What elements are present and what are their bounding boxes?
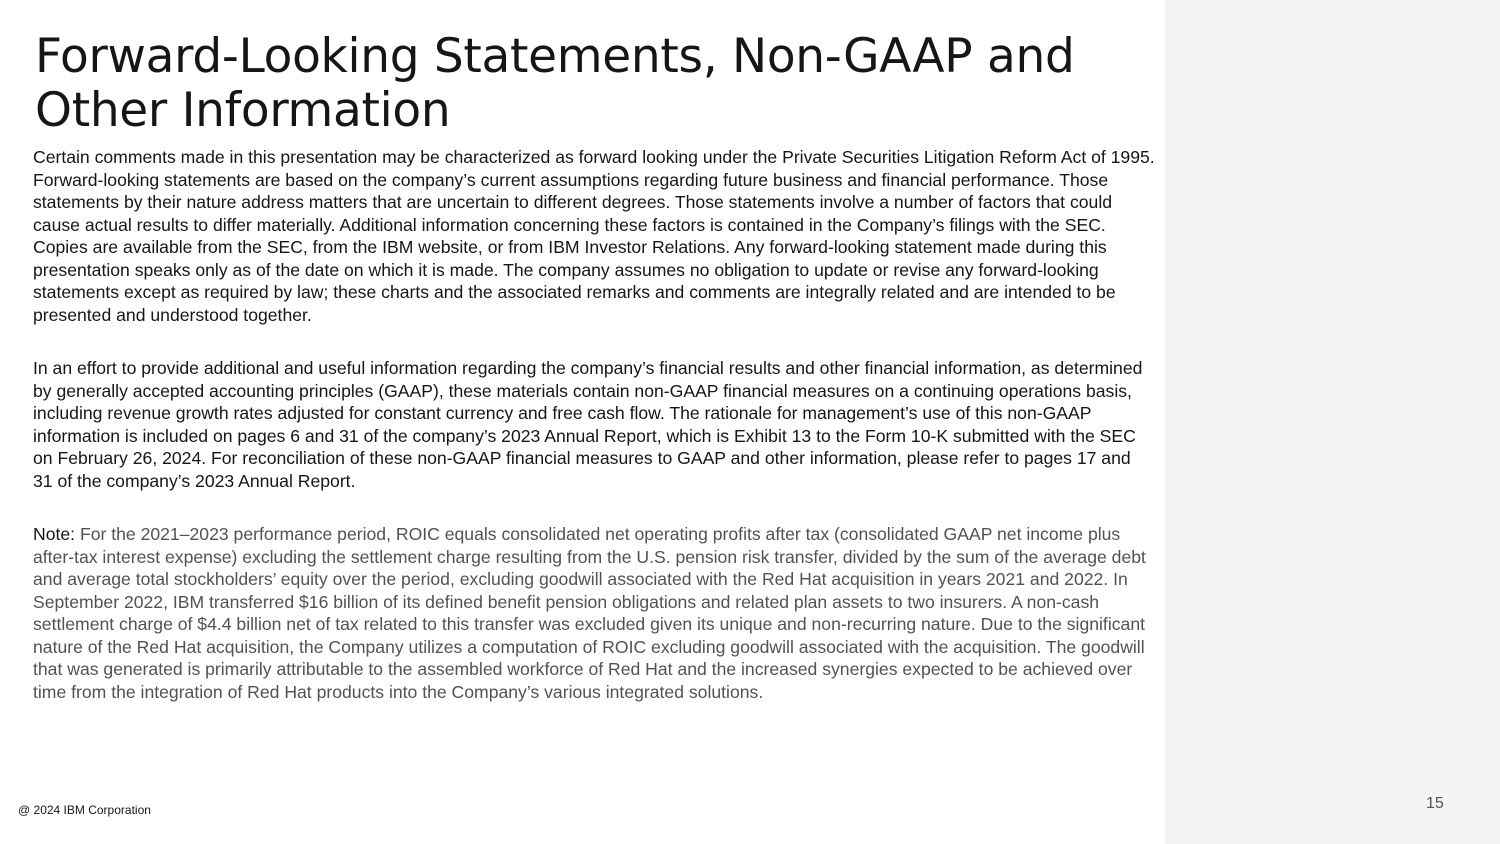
non-gaap-paragraph: In an effort to provide additional and useful information regarding the company’s financial results and other financial information, as determined by generally accepted accounting principles (GAAP), these materials contain non-GAAP financial measures on a continuing operations basis, including revenue growth rates adjusted for constant currency and free cash flow. The rationale for management’s use of this non-GAAP information is included on pages 6 and 31 of the company’s 2023 Annual Report, which is Exhibit 13 to the Form 10-K submitted with the SEC on February 26, 2024. For reconciliation of these non-GAAP financial measures to GAAP and other information, please refer to pages 17 and 31 of the company’s 2023 Annual Report. xyxy=(33,358,1143,491)
title-line-2: Other Information xyxy=(35,83,451,138)
forward-looking-paragraph: Certain comments made in this presentation may be characterized as forward looking under the Private Securities Litigation Reform Act of 1995. Forward-looking statements are based on the company’s current assumptions regarding future business and financial performance. Those statements by their nature address matters that are uncertain to different degrees. Those statements involve a number of factors that could cause actual results to differ materially. Additional information concerning these factors is contained in the Company’s filings with the SEC. Copies are available from the SEC, from the IBM website, or from IBM Investor Relations. Any forward-looking statement made during this presentation speaks only as of the date on which it is made. The company assumes no obligation to update or revise any forward-looking statements except as required by law; these charts and the associated remarks and comments are integrally related and are intended to be presented and understood together. xyxy=(33,147,1155,325)
note-text: For the 2021–2023 performance period, ROIC equals consolidated net operating profits after tax (consolidated GAAP net income plus after-tax interest expense) excluding the settlement charge resulting from the U.S. pension risk transfer, divided by the sum of the average debt and average total stockholders’ equity over the period, excluding goodwill associated with the Red Hat acquisition in years 2021 and 2022. In September 2022, IBM transferred $16 billion of its defined benefit pension obligations and related plan assets to two insurers. A non-cash settlement charge of $4.4 billion net of tax related to this transfer was excluded given its unique and non-recurring nature. Due to the significant nature of the Red Hat acquisition, the Company utilizes a computation of ROIC excluding goodwill associated with the acquisition. The goodwill that was generated is primarily attributable to the assembled workforce of Red Hat and the increased synergies expected to be achieved over time from the integration of Red Hat products into the Company’s various integrated solutions. xyxy=(33,524,1146,702)
note-label: Note: xyxy=(33,524,76,544)
right-side-panel xyxy=(1165,0,1500,844)
page-title xyxy=(35,30,1145,138)
page-number: 15 xyxy=(1426,795,1444,812)
footer-copyright: @ 2024 IBM Corporation xyxy=(18,803,151,817)
title-line-1: Forward-Looking Statements, Non-GAAP and xyxy=(35,29,1075,84)
roic-note-paragraph xyxy=(33,523,1155,703)
